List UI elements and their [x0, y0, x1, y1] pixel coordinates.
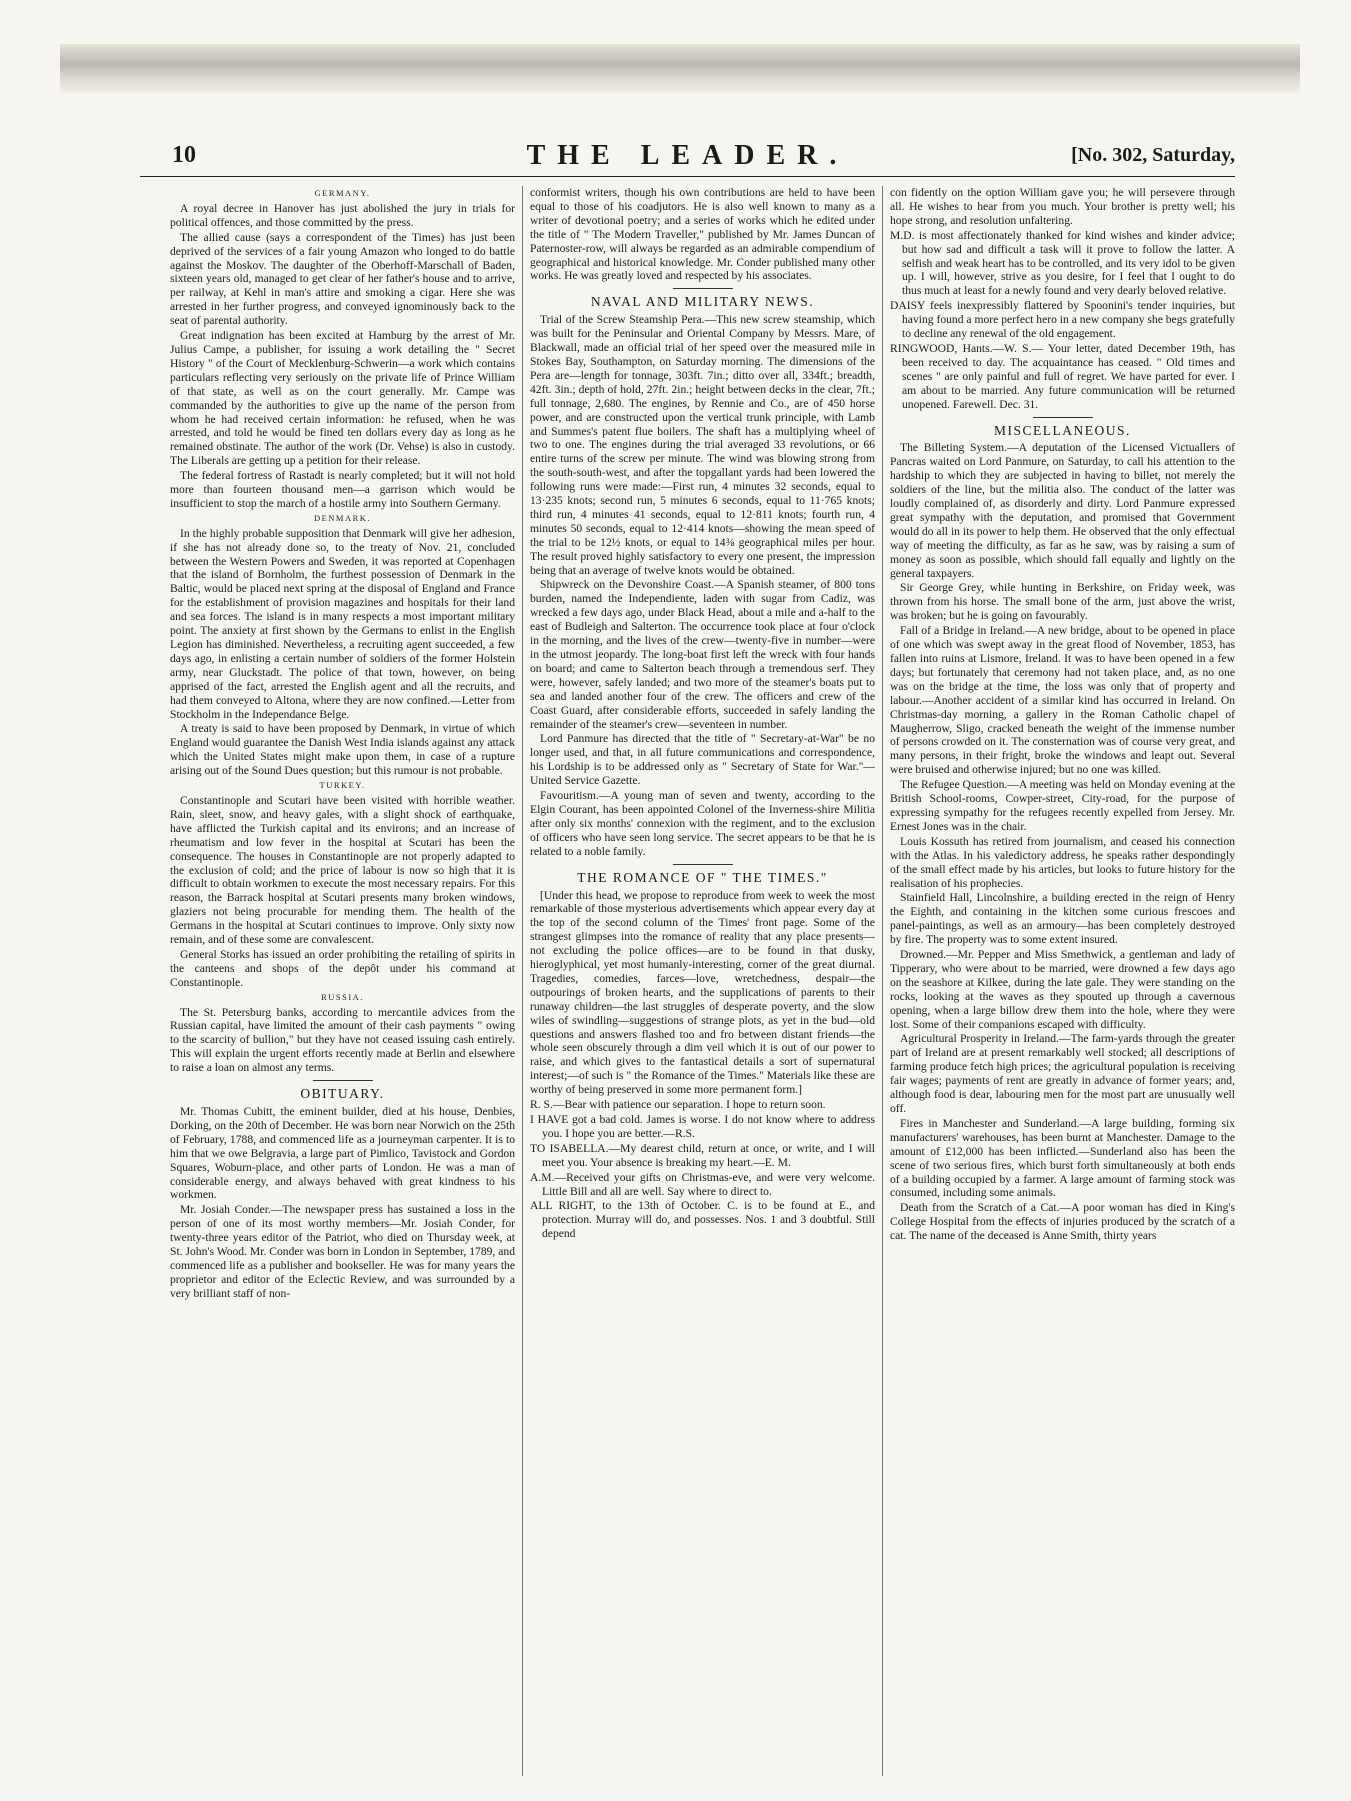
article-paragraph: Mr. Thomas Cubitt, the eminent builder, died at his house, Denbies, Dorking, on the 20th of December. He was born near Norwich on the 25th of February, 1788, and commenced life as a journeyman carpenter. It is to him that we owe Belgravia, a large part of Pimlico, Tavistock and Gordon Squares, Woburn-place, and other parts of London. He was a man of considerable energy, and always behaved with great kindness to his workmen. — [170, 1105, 515, 1202]
article-paragraph: Fall of a Bridge in Ireland.—A new bridge, about to be opened in place of one which was swept away in the great flood of November, 1853, has fallen into ruins at Lismore, Ireland. It was to have been opened in a few days; but fortunately that ceremony had not taken place, and, as no one was on the bridge at the time, the loss was only that of property and labour.—Another accident of a similar kind has occurred in Ireland. On Christmas-day morning, a gallery in the Roman Catholic chapel of Maugherrow, Sligo, cracked beneath the weight of the immense number of persons crowded on it. The consternation was of course very great, and many persons, in their fright, broke the windows and leapt out. Several were bruised and otherwise injured; but no one was killed. — [890, 624, 1235, 777]
section-heading-obituary: OBITUARY. — [300, 1086, 385, 1102]
article-paragraph: A treaty is said to have been proposed by Denmark, in virtue of which England would guarantee the Danish West India islands against any attack which the United States might make upon them, in case of a rupture arising out of the Sound Dues question; but this rumour is not probable. — [170, 722, 515, 778]
article-paragraph: Mr. Josiah Conder.—The newspaper press has sustained a loss in the person of one of its most worthy members—Mr. Josiah Conder, for twenty-three years editor of the Patriot, who died on Thursday week, at St. John's Wood. Mr. Conder was born in London in September, 1789, and commenced life as a publisher and bookseller. He was for many years the proprietor and editor of the Eclectic Review, and was surrounded by a very brilliant staff of non- — [170, 1203, 515, 1300]
advertisement-item: A.M.—Received your gifts on Christmas-eve, and were very welcome. Little Bill and all are well. Say where to direct to. — [530, 1170, 875, 1198]
column-rule — [882, 186, 883, 1776]
article-paragraph: In the highly probable supposition that Denmark will give her adhesion, if she has not already done so, to the treaty of Nov. 21, concluded between the Western Powers and Sweden, it was reported at Copenhagen that the island of Bornholm, the furthest possession of Denmark in the Baltic, would be placed next spring at the disposal of England and France for the establishment of provision magazines and hospitals for their land and sea forces. The island is in many respects a most important military point. The anxiety at first shown by the Germans to enlist in the English Legion has diminished. Nevertheless, a recruiting agent succeeded, a few days ago, in enlisting a certain number of soldiers of the former Holstein army, near Gluckstadt. The police of that town, however, on being apprised of the fact, arrested the English agent and all the recruits, and had them conveyed to Altona, where they are now confined.—Letter from Stockholm in the Independance Belge. — [170, 526, 515, 721]
page-header — [140, 142, 1235, 177]
advertisement-item: R. S.—Bear with patience our separation. I hope to return soon. — [530, 1098, 826, 1112]
article-paragraph: Constantinople and Scutari have been visited with horrible weather. Rain, sleet, snow, and heavy gales, with a slight shock of earthquake, have afflicted the Turkish capital and its environs; and an increase of rheumatism and low fever in the hospital at Scutari has been the consequence. The houses in Constantinople are not properly adapted to the exclusion of cold; and the price of labour is now so high that it is difficult to obtain workmen to execute the most necessary repairs. For this reason, the Barrack hospital at Scutari presents many broken windows, glaziers not being procurable for mending them. The health of the Germans in the hospital at Scutari continues to improve. Only sixty now remain, and of these some are convalescent. — [170, 793, 515, 947]
section-heading-miscellaneous: MISCELLANEOUS. — [994, 422, 1131, 438]
section-subhead-russia: RUSSIA. — [321, 991, 364, 1002]
advertisement-item: ALL RIGHT, to the 13th of October. C. is to be found at E., and protection. Murray will do, and possesses. Nos. 1 and 3 doubtful. Still depend — [530, 1199, 875, 1241]
article-paragraph: Agricultural Prosperity in Ireland.—The farm-yards through the greater part of Ireland are at present remarkably well stocked; all descriptions of farming produce fetch high prices; the agricultural population is receiving fair wages; payments of rent are greatly in advance of former years; and, although food is dear, labouring men for the most part are unusually well off. — [890, 1032, 1235, 1115]
article-paragraph: [Under this head, we propose to reproduce from week to week the most remarkable of those mysterious advertisements which appear every day at the top of the second column of the Times' front page. Some of the strangest glimpses into the romance of reality that any place presents—not excluding the police offices—are to be found in that dusky, hieroglyphical, yet most humanly-interesting, corner of the great diurnal. Tragedies, comedies, farces—love, wretchedness, despair—the outpourings of broken hearts, and the supplications of parents to their runaway children—the last struggles of desperate poverty, and the slow wiles of swindling—suggestions of strange plots, as yet in the bud—old questions and answers flashed too and fro between distant friends—the whole seen obscurely through a dim veil which it is out of our power to raise, and which gives to the fantastical details a sort of supernatural interest;—of such is " the Romance of the Times." Materials like these are worthy of being preserved in some more permanent form.] — [530, 888, 875, 1097]
article-paragraph: Louis Kossuth has retired from journalism, and ceased his connection with the Atlas. In his valedictory address, he speaks rather despondingly of the small effect made by his articles, but looks to future history for the realisation of his prophecies. — [890, 834, 1235, 890]
advertisement-item: TO ISABELLA.—My dearest child, return at once, or write, and I will meet you. Your absence is breaking my heart.—E. M. — [530, 1141, 875, 1169]
article-paragraph: Sir George Grey, while hunting in Berkshire, on Friday week, was thrown from his horse. The small bone of the arm, just above the wrist, was broken; but he is going on favourably. — [890, 581, 1235, 623]
section-divider — [673, 864, 733, 865]
section-divider — [1033, 417, 1093, 418]
article-paragraph: The Refugee Question.—A meeting was held on Monday evening at the British School-rooms, Cowper-street, City-road, for the purpose of expressing sympathy for the refugees recently expelled from Jersey. Mr. Ernest Jones was in the chair. — [890, 778, 1235, 833]
article-paragraph: The Billeting System.—A deputation of the Licensed Victuallers of Pancras waited on Lord Panmure, on Saturday, to call his attention to the hardship to which they are subjected in having to billet, not merely the soldiers of the line, but the militia also. The conduct of the latter was loudly complained of, as disorderly and dirty. Lord Panmure expressed great sympathy with the deputation, and promised that Government would do all in its power to help them. He observed that the only effectual way of meeting the difficulty, as far as he saw, was by raising a sum of money as soon as possible, which should fall equally and lightly on the general taxpayers. — [890, 441, 1235, 580]
column-2 — [530, 186, 875, 1776]
advertisement-item: con fidently on the option William gave you; he will persevere through all. He wishes to hear from you much. Your brother is pretty well; his hope strong, and resolution unfaltering. — [890, 186, 1235, 227]
advertisement-item: I HAVE got a bad cold. James is worse. I do not know where to address you. I hope you are better.—R.S. — [530, 1113, 875, 1140]
issue-label: [No. 302, Saturday, — [1071, 144, 1235, 166]
section-heading-romance: THE ROMANCE OF " THE TIMES." — [577, 869, 828, 885]
column-rule — [522, 186, 523, 1776]
article-paragraph: conformist writers, though his own contributions are held to have been equal to those of his coadjutors. He is also well known to many as a writer of devotional poetry; and a series of works which he edited under the title of " The Modern Traveller," published by Mr. James Duncan of Paternoster-row, will always be regarded as an admirable compendium of geographical and historical knowledge. Mr. Conder published many other works. He was greatly loved and respected by his associates. — [530, 186, 875, 283]
article-paragraph: The allied cause (says a correspondent of the Times) has just been deprived of the services of a fair young Amazon who longed to do battle against the Moskov. The daughter of the Oberhoff-Marschall of Baden, sixteen years old, managed to get clear of her father's house and to arrive, per railway, at Kehl in man's attire and smoking a cigar. Here she was arrested in her further progress, and conveyed ignominously back to the seat of parental authority. — [170, 230, 515, 328]
section-divider — [313, 1080, 373, 1081]
section-heading-naval: NAVAL AND MILITARY NEWS. — [590, 294, 815, 310]
article-paragraph: A royal decree in Hanover has just abolished the jury in trials for political offences, and those committed by the press. — [170, 201, 515, 229]
section-divider — [673, 288, 733, 289]
article-paragraph: Trial of the Screw Steamship Pera.—This new screw steamship, which was built for the Peninsular and Oriental Company by Messrs. Mare, of Blackwall, made an official trial of her speed over the measured mile in Stokes Bay, Southampton, on Saturday morning. The dimensions of the Pera are—length for tonnage, 303ft. 7in.; ditto over all, 334ft.; breadth, 42ft. 3in.; depth of hold, 27ft. 2in.; height between decks in the clear, 7ft.; full tonnage, 2,680. The engines, by Rennie and Co., are of 450 horse power, and are constructed upon the vertical trunk principle, with Lamb and Summes's patent flue boilers. The shaft has a multiplying wheel of two to one. The engines during the trial averaged 33 revolutions, or 66 entire turns of the screw per minute. The wind was blowing strong from the south-south-west, and after the topgallant yards had been lowered the following runs were made:—First run, 4 minutes 32 seconds, equal to 13·235 knots; second run, 5 minutes 6 seconds, equal to 11·765 knots; third run, 4 minutes 41 seconds, equal to 12·811 knots; fourth run, 4 minutes 50 seconds, equal to 12·414 knots—showing the mean speed of the trial to be 12½ knots, or equal to 14⅜ geographical miles per hour. The result proved highly satisfactory to every one present, the impression being that an average of twelve knots would be obtained. — [530, 313, 875, 577]
article-paragraph: General Storks has issued an order prohibiting the retailing of spirits in the canteens and shops of the depôt under his command at Constantinople. — [170, 947, 515, 989]
article-paragraph: The St. Petersburg banks, according to mercantile advices from the Russian capital, have limited the amount of their cash payments " owing to the scarcity of bullion," but they have not ceased issuing cash entirely. This will explain the urgent efforts recently made at Berlin and elsewhere to raise a loan on almost any terms. — [170, 1005, 515, 1075]
article-paragraph: Favouritism.—A young man of seven and twenty, according to the Elgin Courant, has been appointed Colonel of the Inverness-shire Militia after only six months' connexion with the regiment, and to the exclusion of officers who have seen long service. The secret appears to be that he is related to a noble family. — [530, 789, 875, 858]
article-paragraph: Great indignation has been excited at Hamburg by the arrest of Mr. Julius Campe, a publisher, for issuing a work detailing the " Secret History " of the Court of Mecklenburg-Schwerin—a work which contains particulars reflecting very seriously on the private life of Prince William of that state, as well as on the court generally. Mr. Campe was commanded by the authorities to give up the name of the person from whom he had received certain information: he refused, when he was arrested, and told he would be fined ten dollars every day as long as he remained obstinate. The author of the work (Dr. Vehse) is also in custody. The Liberals are getting up a petition for their release. — [170, 329, 515, 468]
masthead-title: THE LEADER. — [526, 140, 849, 171]
article-paragraph: Drowned.—Mr. Pepper and Miss Smethwick, a gentleman and lady of Tipperary, who were about to be married, were drowned a few days ago on the seashore at Kilkee, during the late gale. They were standing on the rocks, looking at the waves as they spouted up through a cavernous opening, when a large billow drew them into the hole, where they were lost. Some of their companions escaped with difficulty. — [890, 948, 1235, 1031]
section-subhead-turkey: TURKEY. — [319, 780, 366, 791]
column-1 — [170, 186, 515, 1776]
page-top-scan-band — [60, 44, 1300, 94]
article-paragraph: Death from the Scratch of a Cat.—A poor woman has died in King's College Hospital from the effects of injuries produced by the scratch of a cat. The name of the deceased is Anne Smith, thirty years — [890, 1201, 1235, 1243]
advertisement-item: M.D. is most affectionately thanked for kind wishes and kinder advice; but how sad and difficult a task will it prove to follow the latter. A selfish and weak heart has to be controlled, and its very idol to be given up. I will, however, strive as you desire, for I feel that I ought to do thus much at least for a newly found and very dearly beloved relative. — [890, 228, 1235, 298]
newspaper-columns — [170, 186, 1235, 1776]
article-paragraph: Shipwreck on the Devonshire Coast.—A Spanish steamer, of 800 tons burden, named the Independiente, laden with sugar from Cadiz, was wrecked a few days ago, under Black Head, about a mile and a-half to the east of Budleigh and Salterton. The occurrence took place at four o'clock in the morning, and the lives of the crew—twenty-five in number—were in the utmost jeopardy. The long-boat first left the wreck with four hands on board; and came to Salterton beach through a tremendous serf. They were, however, safely landed; and two more of the steamer's boats put to sea and landed another four of the crew. The officers and crew of the Coast Guard, after considerable efforts, succeeded in safely landing the remainder of the steamer's crew—seventeen in number. — [530, 578, 875, 731]
page-number: 10 — [172, 142, 196, 168]
section-subhead-denmark: DENMARK. — [313, 512, 372, 523]
section-subhead-germany: GERMANY. — [314, 188, 371, 198]
article-paragraph: Stainfield Hall, Lincolnshire, a building erected in the reign of Henry the Eighth, and containing in the kitchen some curious frescoes and panel-paintings, as well as an armoury—has been completely destroyed by fire. The property was to some extent insured. — [890, 891, 1235, 947]
advertisement-item: RINGWOOD, Hants.—W. S.— Your letter, dated December 19th, has been received to day. The acquaintance has ceased. " Old times and scenes " are only painful and full of regret. We have parted for ever. I am about to be married. Any future communication will be returned unopened. Farewell. Dec. 31. — [890, 341, 1235, 411]
article-paragraph: The federal fortress of Rastadt is nearly completed; but it will not hold more than fourteen thousand men—a garrison which would be insufficient to stop the march of a hostile army into Southern Germany. — [170, 469, 515, 510]
article-paragraph: Lord Panmure has directed that the title of " Secretary-at-War" be no longer used, and that, in all future communications and correspondence, his Lordship is to be addressed only as " Secretary of State for War."—United Service Gazette. — [530, 732, 875, 788]
article-paragraph: Fires in Manchester and Sunderland.—A large building, forming six manufacturers' warehouses, has been burnt at Manchester. Damage to the amount of £12,000 has been inflicted.—Sunderland also has been the scene of two serious fires, which burst forth simultaneously at both ends of a building occupied by a farmer. A large amount of farming stock was consumed, including some animals. — [890, 1116, 1235, 1200]
advertisement-item: DAISY feels inexpressibly flattered by Spoonini's tender inquiries, but having found a more perfect hero in a new company she begs gratefully to decline any renewal of the old engagement. — [890, 299, 1235, 341]
column-3 — [890, 186, 1235, 1776]
